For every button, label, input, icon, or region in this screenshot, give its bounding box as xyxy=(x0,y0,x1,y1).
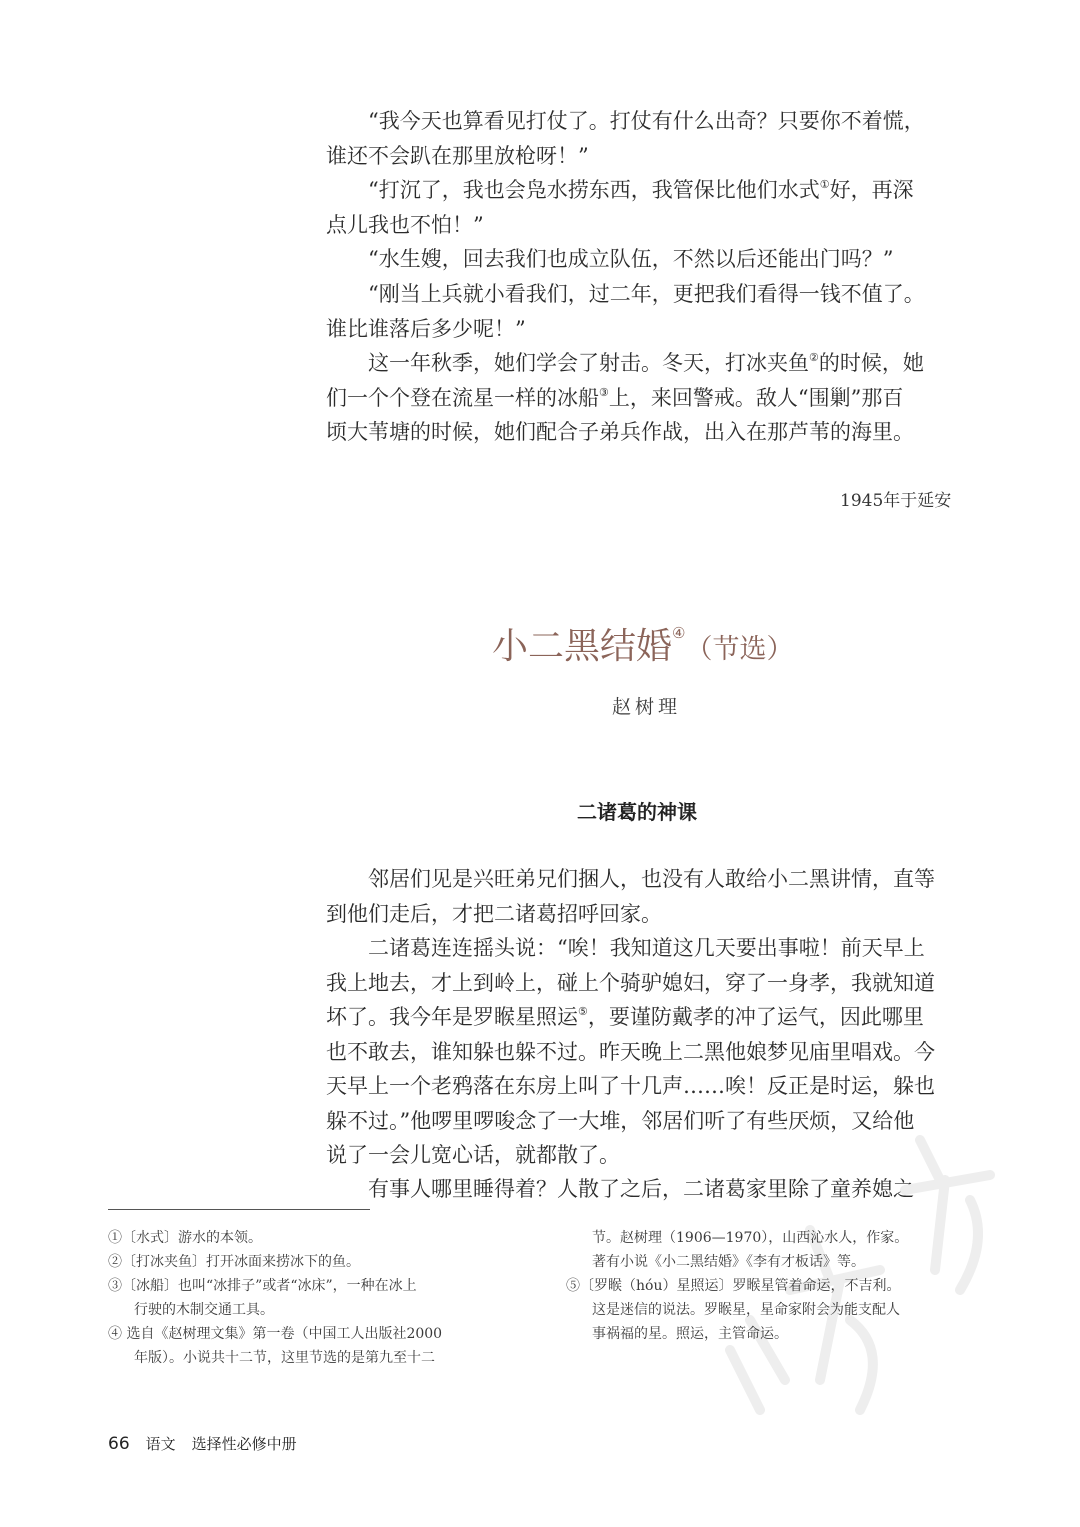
footnote: 节。赵树理（1906—1970），山西沁水人，作家。 xyxy=(592,1230,909,1246)
subject-name: 语文 xyxy=(145,1435,176,1453)
text-line: 有事人哪里睡得着？人散了之后，二诸葛家里除了童养媳之 xyxy=(368,1177,914,1201)
text-span: 坏了。我今年是罗睺星照运 xyxy=(326,1005,578,1029)
paragraph xyxy=(326,242,958,277)
author-name: 赵树理 xyxy=(612,696,682,718)
footnotes-right xyxy=(566,1226,908,1346)
text-line: 说了一会儿宽心话，就都散了。 xyxy=(326,1143,620,1167)
title-text: 小二黑结婚 xyxy=(492,626,673,667)
text-span: 这一年秋季，她们学会了射击。冬天，打冰夹鱼 xyxy=(368,351,809,375)
text-line xyxy=(326,346,958,381)
paragraph xyxy=(326,862,958,931)
text-line xyxy=(326,173,958,208)
paragraph xyxy=(326,104,958,173)
text-line: 顷大苇塘的时候，她们配合子弟兵作战，出入在那芦苇的海里。 xyxy=(326,420,914,444)
footnote: 年版）。小说共十二节，这里节选的是第九至十二 xyxy=(134,1350,435,1366)
text-line: 躲不过。”他啰里啰唆念了一大堆，邻居们听了有些厌烦，又给他 xyxy=(326,1108,915,1133)
text-line: “刚当上兵就小看我们，过二年，更把我们看得一钱不值了。 xyxy=(368,282,925,306)
text-span: ，要谨防戴孝的冲了运气，因此哪里 xyxy=(587,1005,924,1029)
footnote: 行驶的木制交通工具。 xyxy=(134,1302,274,1318)
footnotes-left xyxy=(108,1226,442,1370)
text-line: 天早上一个老鸦落在东房上叫了十几声……唉！反正是时运，躲也 xyxy=(326,1074,935,1098)
footnote-marker: ④ xyxy=(672,624,686,642)
footnote: ②〔打冰夹鱼〕打开冰面来捞冰下的鱼。 xyxy=(108,1254,360,1270)
page-footer xyxy=(108,1433,297,1454)
footnote-marker: ① xyxy=(819,178,830,191)
footnote: ④ 选自《赵树理文集》第一卷（中国工人出版社2000 xyxy=(108,1326,443,1342)
footnote: 著有小说《小二黑结婚》《李有才板话》等。 xyxy=(592,1254,865,1270)
text-line: 谁还不会趴在那里放枪呀！” xyxy=(326,143,589,168)
story-title xyxy=(492,618,793,669)
text-line: 谁比谁落后多少呢！” xyxy=(326,316,526,341)
text-line: 邻居们见是兴旺弟兄们捆人，也没有人敢给小二黑讲情，直等 xyxy=(368,867,935,891)
text-line: 点儿我也不怕！” xyxy=(326,212,484,237)
book-name: 选择性必修中册 xyxy=(191,1435,297,1453)
text-line xyxy=(326,381,958,416)
paragraph xyxy=(326,346,958,450)
date-line: 1945年于延安 xyxy=(840,491,952,511)
footnote: 事祸福的星。照运，主管命运。 xyxy=(592,1326,788,1342)
text-line: “水生嫂，回去我们也成立队伍，不然以后还能出门吗？” xyxy=(368,247,894,271)
text-span: “打沉了，我也会凫水捞东西，我管保比他们水式 xyxy=(368,178,820,202)
text-line xyxy=(326,1000,958,1035)
footnote: ③〔冰船〕也叫“冰排子”或者“冰床”，一种在冰上 xyxy=(108,1278,417,1294)
paragraph xyxy=(326,277,958,346)
page-number: 66 xyxy=(108,1434,130,1454)
footnote: ①〔水式〕游水的本领。 xyxy=(108,1230,262,1246)
paragraph xyxy=(326,173,958,242)
text-span: 们一个个登在流星一样的冰船 xyxy=(326,385,599,410)
section-heading: 二诸葛的神课 xyxy=(577,800,697,824)
text-line: “我今天也算看见打仗了。打仗有什么出奇？只要你不着慌， xyxy=(368,109,925,133)
text-line: 到他们走后，才把二诸葛招呼回家。 xyxy=(326,901,662,926)
text-span: 上，来回警戒。敌人“围剿”那百 xyxy=(608,385,904,410)
footnote-marker: ② xyxy=(809,351,819,364)
footnote: ⑤〔罗睺（hóu）星照运〕罗睺星管着命运，不吉利。 xyxy=(566,1278,901,1294)
text-line: 也不敢去，谁知躲也躲不过。昨天晚上二黑他娘梦见庙里唱戏。今 xyxy=(326,1039,935,1064)
title-subtitle: （节选） xyxy=(685,634,794,665)
footnote-marker: ③ xyxy=(599,385,609,399)
footnote: 这是迷信的说法。罗睺星，星命家附会为能支配人 xyxy=(592,1302,900,1318)
text-span: 的时候，她 xyxy=(818,351,924,375)
footnote-marker: ⑤ xyxy=(578,1005,588,1018)
text-line: 二诸葛连连摇头说：“唉！我知道这几天要出事啦！前天早上 xyxy=(368,936,925,960)
text-span: 好，再深 xyxy=(829,178,914,202)
footnote-divider xyxy=(108,1209,370,1210)
text-line: 我上地去，才上到岭上，碰上个骑驴媳妇，穿了一身孝，我就知道 xyxy=(326,970,935,995)
